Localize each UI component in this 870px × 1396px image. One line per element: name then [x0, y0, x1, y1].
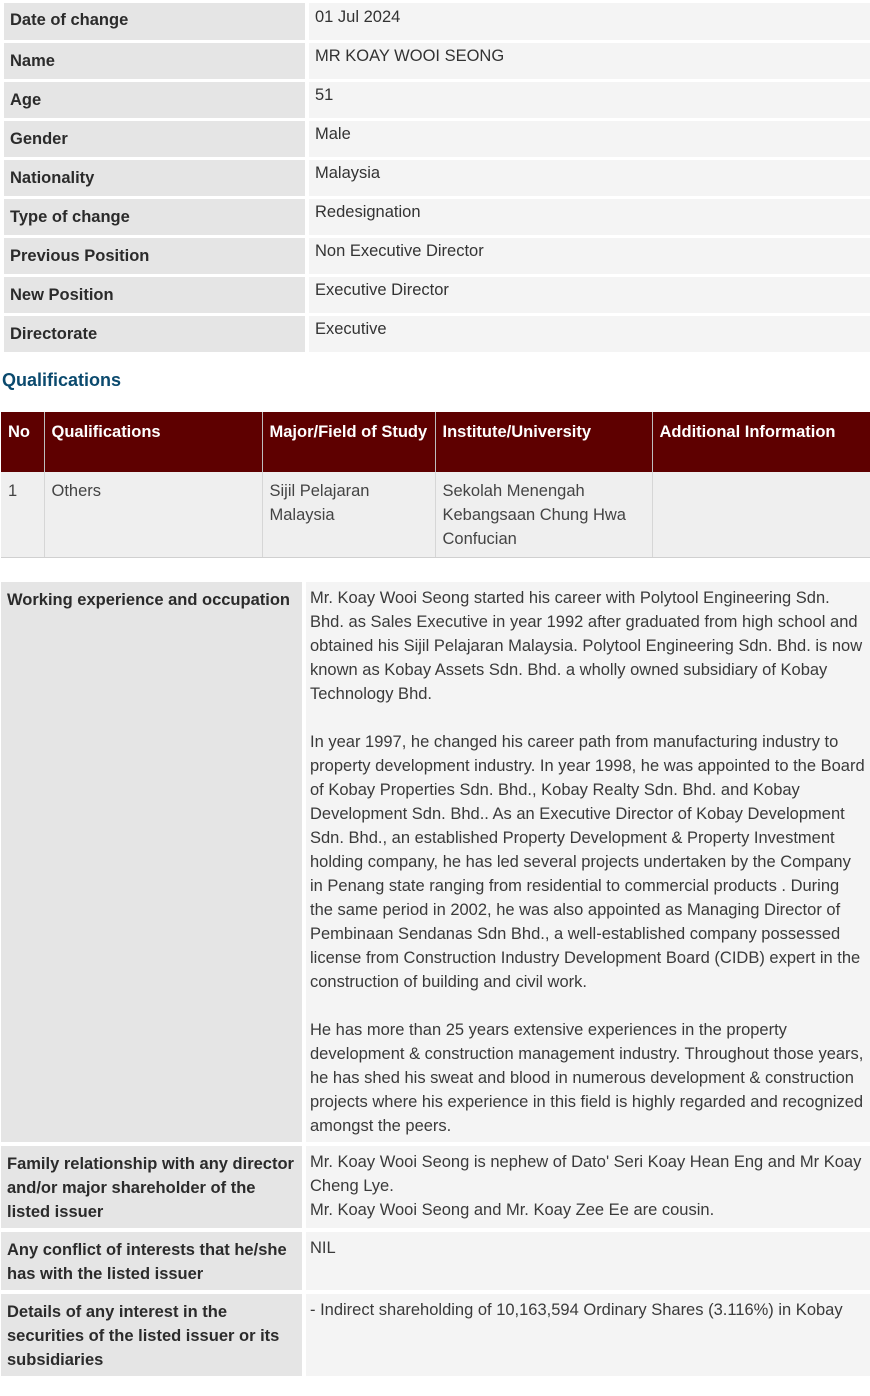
column-header-major: Major/Field of Study: [262, 412, 435, 472]
column-header-institute: Institute/University: [435, 412, 652, 472]
detail-row-experience: [1, 582, 870, 1142]
detail-label: Any conflict of interests that he/she has with the listed issuer: [1, 1232, 302, 1290]
qualifications-table: [1, 412, 870, 558]
info-label: Nationality: [4, 160, 305, 196]
info-value: MR KOAY WOOI SEONG: [305, 43, 870, 79]
info-value: Malaysia: [305, 160, 870, 196]
info-value: Male: [305, 121, 870, 157]
table-row: [1, 472, 870, 558]
column-header-qualifications: Qualifications: [44, 412, 262, 472]
info-row-new-position: [4, 277, 870, 313]
info-label: Name: [4, 43, 305, 79]
cell-qualification: Others: [44, 472, 262, 558]
detail-label: Family relationship with any director and/or major shareholder of the listed issuer: [1, 1146, 302, 1228]
cell-major: Sijil Pelajaran Malaysia: [262, 472, 435, 558]
info-value: Executive: [305, 316, 870, 352]
info-value: Executive Director: [305, 277, 870, 313]
detail-label: Working experience and occupation: [1, 582, 302, 1142]
cell-additional-info: [652, 472, 870, 558]
experience-paragraph: In year 1997, he changed his career path from manufacturing industry to property development industry. In year 1998, he was appointed to the Board of Kobay Properties Sdn. Bhd., Kobay Realty Sdn. Bhd. and Kobay Development Sdn. Bhd.. As an Executive Director of Kobay Development Sdn. Bhd., an established Property Development & Property Investment holding company, he has led several projects undertaken by the Company in Penang state ranging from residential to commercial products . During the same period in 2002, he was also appointed as Managing Director of Pembinaan Sendanas Sdn Bhd., a well-established company possessed license from Construction Industry Development Board (CIDB) expert in the construction of building and civil work.: [310, 733, 865, 991]
info-label: Gender: [4, 121, 305, 157]
info-label: Previous Position: [4, 238, 305, 274]
info-row-date-of-change: [4, 3, 870, 40]
info-row-name: [4, 43, 870, 79]
qualifications-heading: Qualifications: [2, 370, 122, 390]
info-label: Date of change: [4, 3, 305, 40]
detail-row-family-relationship: [1, 1146, 870, 1228]
detail-row-securities-interest: [1, 1294, 870, 1376]
info-value: Redesignation: [305, 199, 870, 235]
info-row-type-of-change: [4, 199, 870, 235]
conflict-of-interest-value: NIL: [302, 1232, 870, 1290]
experience-paragraph: Mr. Koay Wooi Seong started his career with Polytool Engineering Sdn. Bhd. as Sales Executive in year 1992 after graduated from high school and obtained his Sijil Pelajaran Malaysia. Polytool Engineering Sdn. Bhd. is now known as Kobay Assets Sdn. Bhd. a wholly owned subsidiary of Kobay Technology Bhd.: [310, 589, 863, 703]
info-label: Directorate: [4, 316, 305, 352]
experience-paragraph: He has more than 25 years extensive experiences in the property development & construction management industry. Throughout those years, he has shed his sweat and blood in numerous development & construction projects where his experience in this field is highly regarded and recognized amongst the peers.: [310, 1021, 864, 1135]
info-value: 01 Jul 2024: [305, 3, 870, 40]
info-value: Non Executive Director: [305, 238, 870, 274]
family-relationship-line: Mr. Koay Wooi Seong and Mr. Koay Zee Ee are cousin.: [310, 1201, 715, 1219]
family-relationship-line: Mr. Koay Wooi Seong is nephew of Dato' Seri Koay Hean Eng and Mr Koay Cheng Lye.: [310, 1153, 862, 1195]
info-row-previous-position: [4, 238, 870, 274]
info-label: Type of change: [4, 199, 305, 235]
column-header-additional-info: Additional Information: [652, 412, 870, 472]
director-details-table: [1, 578, 870, 1380]
info-label: New Position: [4, 277, 305, 313]
info-value: 51: [305, 82, 870, 118]
column-header-no: No: [1, 412, 44, 472]
info-row-gender: [4, 121, 870, 157]
detail-row-conflict-of-interest: [1, 1232, 870, 1290]
detail-label: Details of any interest in the securities of the listed issuer or its subsidiaries: [1, 1294, 302, 1376]
info-row-nationality: [4, 160, 870, 196]
cell-no: 1: [1, 472, 44, 558]
cell-institute: Sekolah Menengah Kebangsaan Chung Hwa Confucian: [435, 472, 652, 558]
experience-text: [302, 582, 870, 1142]
info-row-age: [4, 82, 870, 118]
qualifications-header-row: [1, 412, 870, 472]
info-label: Age: [4, 82, 305, 118]
announcement-info-table: [4, 0, 870, 355]
family-relationship-text: [302, 1146, 870, 1228]
info-row-directorate: [4, 316, 870, 352]
securities-interest-value: - Indirect shareholding of 10,163,594 Ordinary Shares (3.116%) in Kobay: [302, 1294, 870, 1376]
